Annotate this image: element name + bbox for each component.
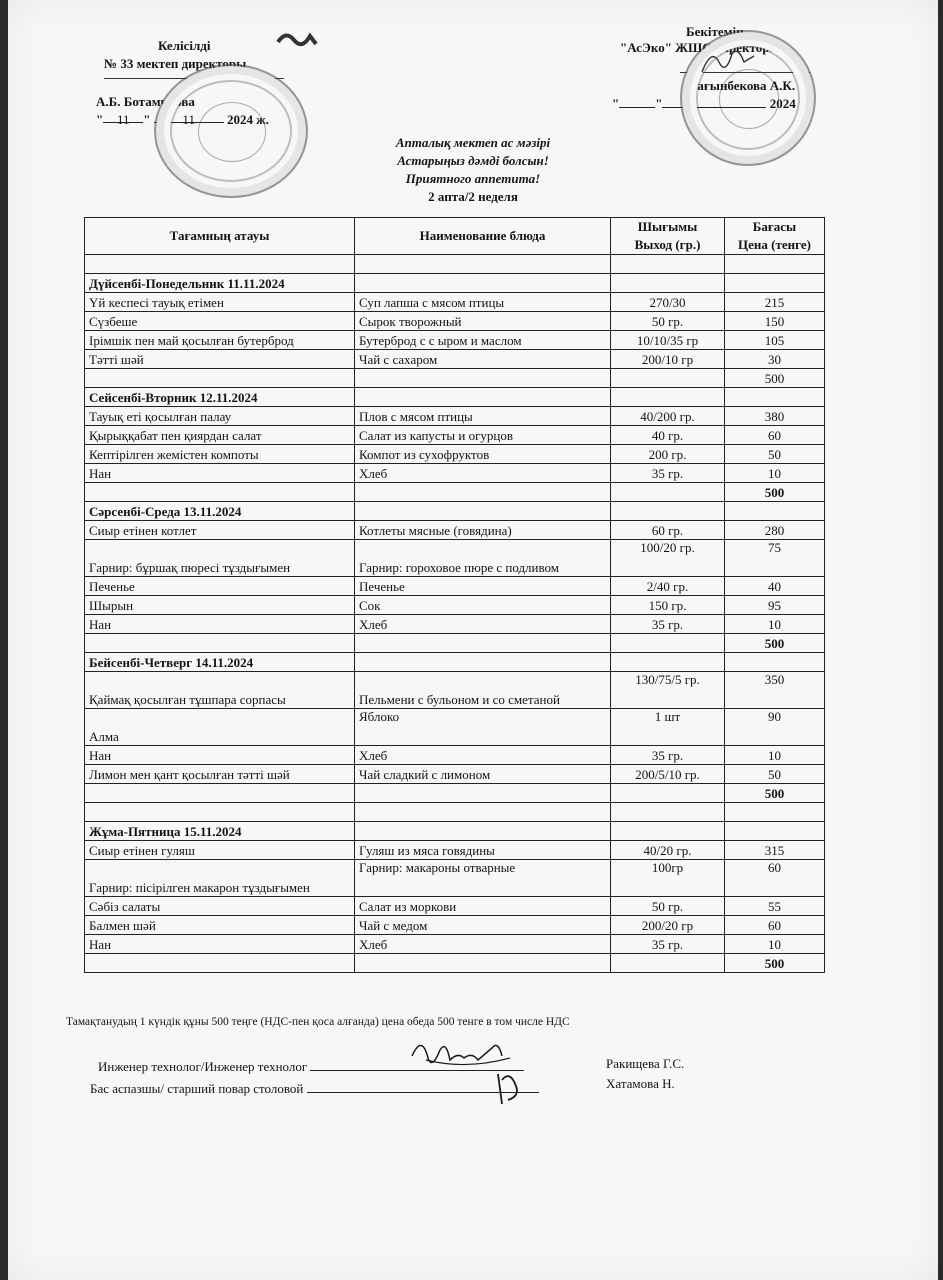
dish-output: 35 гр. <box>611 746 725 765</box>
total-row <box>85 483 825 502</box>
table-row <box>85 331 825 350</box>
weekly-menu-table <box>84 217 825 973</box>
dish-output: 1 шт <box>611 709 725 746</box>
school-director-label: № 33 мектеп директоры <box>104 56 247 71</box>
total-row <box>85 369 825 388</box>
menu-title-kz: Апталық мектеп ас мәзірі <box>395 135 551 150</box>
dish-name-kz: Кептірілген жемістен компоты <box>85 445 355 464</box>
dish-name-ru: Салат из капусты и огурцов <box>355 426 611 445</box>
right-date-year: 2024 ж. <box>769 96 812 111</box>
dish-output: 150 гр. <box>611 596 725 615</box>
agreed-label: Келісілді <box>158 38 211 53</box>
dish-price: 60 <box>725 426 825 445</box>
dish-name-kz: Гарнир: пісірілген макарон тұздығымен <box>85 860 355 897</box>
dish-name-kz: Қырыққабат пен қиярдан салат <box>85 426 355 445</box>
dish-price: 315 <box>725 841 825 860</box>
dish-name-ru: Чай с медом <box>355 916 611 935</box>
day-title: Дүйсенбі-Понедельник 11.11.2024 <box>85 274 355 293</box>
dish-output: 200/10 гр <box>611 350 725 369</box>
dish-name-ru: Котлеты мясные (говядина) <box>355 521 611 540</box>
chef-label: Бас аспазшы/ старший повар столовой <box>90 1081 304 1096</box>
dish-price: 90 <box>725 709 825 746</box>
total-row <box>85 954 825 973</box>
dish-name-kz: Тауық еті қосылған палау <box>85 407 355 426</box>
dish-output: 50 гр. <box>611 312 725 331</box>
day-title: Жұма-Пятница 15.11.2024 <box>85 822 355 841</box>
dish-name-kz: Гарнир: бұршақ пюресі тұздығымен <box>85 540 355 577</box>
dish-price: 10 <box>725 746 825 765</box>
dish-name-kz: Нан <box>85 464 355 483</box>
day-row <box>85 653 825 672</box>
left-date-month: 11 <box>154 110 224 123</box>
day-row <box>85 388 825 407</box>
menu-greeting-kz: Астарыңыз дәмді болсын! <box>397 153 549 168</box>
table-row <box>85 841 825 860</box>
dish-name-ru: Гарнир: гороховое пюре с подливом <box>355 540 611 577</box>
chef-name: Хатамова Н. <box>606 1076 675 1091</box>
ink-scribble-mark <box>276 28 320 50</box>
table-row <box>85 521 825 540</box>
col-header-price-ru: Цена (тенге) <box>725 236 825 255</box>
dish-price: 95 <box>725 596 825 615</box>
director-signature <box>698 44 758 78</box>
table-row <box>85 464 825 483</box>
dish-name-ru: Бутерброд с с ыром и маслом <box>355 331 611 350</box>
dish-price: 380 <box>725 407 825 426</box>
dish-price: 75 <box>725 540 825 577</box>
col-header-ru: Наименование блюда <box>355 218 611 255</box>
dish-name-ru: Компот из сухофруктов <box>355 445 611 464</box>
day-title: Сәрсенбі-Среда 13.11.2024 <box>85 502 355 521</box>
table-row <box>85 897 825 916</box>
left-date-year: 2024 ж. <box>226 112 269 127</box>
right-director-name: Сағынбекова А.К. <box>688 78 796 93</box>
dish-name-kz: Лимон мен қант қосылған тәтті шәй <box>85 765 355 784</box>
menu-greeting-ru: Приятного аппетита! <box>405 171 541 186</box>
dish-price: 350 <box>725 672 825 709</box>
dish-name-kz: Печенье <box>85 577 355 596</box>
table-header-row <box>85 218 825 237</box>
left-date: " 11 " 11 2024 ж. <box>96 112 269 127</box>
total-row <box>85 784 825 803</box>
table-row <box>85 860 825 897</box>
table-row <box>85 577 825 596</box>
table-row <box>85 615 825 634</box>
table-row <box>85 935 825 954</box>
dish-output: 35 гр. <box>611 615 725 634</box>
dish-name-ru: Пельмени с бульоном и со сметаной <box>355 672 611 709</box>
dish-output: 50 гр. <box>611 897 725 916</box>
dish-price: 10 <box>725 464 825 483</box>
day-total: 500 <box>725 369 825 388</box>
dish-price: 215 <box>725 293 825 312</box>
col-header-output-ru: Выход (гр.) <box>611 236 725 255</box>
dish-name-ru: Чай сладкий с лимоном <box>355 765 611 784</box>
dish-name-kz: Үй кеспесі тауық етімен <box>85 293 355 312</box>
col-header-output-kz: Шығымы <box>611 218 725 237</box>
dish-name-ru: Гуляш из мяса говядины <box>355 841 611 860</box>
dish-output: 200/5/10 гр. <box>611 765 725 784</box>
dish-name-kz: Балмен шәй <box>85 916 355 935</box>
technologist-label: Инженер технолог/Инженер технолог <box>98 1059 308 1074</box>
dish-output: 35 гр. <box>611 935 725 954</box>
dish-output: 35 гр. <box>611 464 725 483</box>
dish-name-ru: Хлеб <box>355 464 611 483</box>
dish-name-ru: Салат из моркови <box>355 897 611 916</box>
dish-name-ru: Яблоко <box>355 709 611 746</box>
table-row <box>85 916 825 935</box>
table-row <box>85 312 825 331</box>
dish-output: 40/200 гр. <box>611 407 725 426</box>
day-row <box>85 502 825 521</box>
day-title: Сейсенбі-Вторник 12.11.2024 <box>85 388 355 407</box>
col-header-kz: Тағамның атауы <box>85 218 355 255</box>
dish-name-kz: Сүзбеше <box>85 312 355 331</box>
day-total: 500 <box>725 784 825 803</box>
week-number: 2 апта/2 неделя <box>428 189 518 204</box>
price-note: Тамақтанудың 1 күндік құны 500 теңге (НДС-пен қоса алғанда) цена обеда 500 тенге в том числе НДС <box>66 1016 570 1028</box>
left-date-day: 11 <box>103 110 143 123</box>
dish-price: 40 <box>725 577 825 596</box>
day-total: 500 <box>725 954 825 973</box>
col-header-price-kz: Бағасы <box>725 218 825 237</box>
dish-output: 100гр <box>611 860 725 897</box>
table-row <box>85 293 825 312</box>
dish-output: 130/75/5 гр. <box>611 672 725 709</box>
dish-output: 40/20 гр. <box>611 841 725 860</box>
left-director-name: А.Б. Ботамҷлова <box>96 94 195 109</box>
dish-price: 280 <box>725 521 825 540</box>
dish-name-ru: Сок <box>355 596 611 615</box>
dish-price: 10 <box>725 935 825 954</box>
total-row <box>85 634 825 653</box>
dish-price: 30 <box>725 350 825 369</box>
table-row <box>85 596 825 615</box>
right-date: " " 2024 ж. <box>612 96 812 111</box>
school-seal-stamp <box>154 64 308 198</box>
dish-name-kz: Нан <box>85 746 355 765</box>
dish-price: 150 <box>725 312 825 331</box>
dish-price: 50 <box>725 765 825 784</box>
dish-name-kz: Нан <box>85 615 355 634</box>
dish-name-ru: Печенье <box>355 577 611 596</box>
dish-name-kz: Ірімшік пен май қосылған бутерброд <box>85 331 355 350</box>
dish-output: 200/20 гр <box>611 916 725 935</box>
dish-name-kz: Сәбіз салаты <box>85 897 355 916</box>
table-row <box>85 746 825 765</box>
table-row <box>85 350 825 369</box>
dish-name-ru: Хлеб <box>355 746 611 765</box>
dish-name-ru: Плов с мясом птицы <box>355 407 611 426</box>
dish-name-kz: Тәтті шәй <box>85 350 355 369</box>
dish-output: 100/20 гр. <box>611 540 725 577</box>
dish-name-kz: Нан <box>85 935 355 954</box>
handwritten-signatures <box>406 1030 536 1110</box>
dish-price: 50 <box>725 445 825 464</box>
dish-name-kz: Алма <box>85 709 355 746</box>
dish-output: 270/30 <box>611 293 725 312</box>
day-title: Бейсенбі-Четверг 14.11.2024 <box>85 653 355 672</box>
table-row <box>85 709 825 746</box>
day-row <box>85 274 825 293</box>
dish-name-ru: Чай с сахаром <box>355 350 611 369</box>
dish-name-ru: Сырок творожный <box>355 312 611 331</box>
dish-price: 10 <box>725 615 825 634</box>
table-row <box>85 540 825 577</box>
dish-name-kz: Қаймақ қосылған тұшпара сорпасы <box>85 672 355 709</box>
day-row <box>85 822 825 841</box>
table-row <box>85 426 825 445</box>
dish-output: 200 гр. <box>611 445 725 464</box>
table-row <box>85 445 825 464</box>
dish-name-ru: Суп лапша с мясом птицы <box>355 293 611 312</box>
technologist-name: Ракищева Г.С. <box>606 1056 685 1071</box>
dish-name-ru: Гарнир: макароны отварные <box>355 860 611 897</box>
dish-name-kz: Сиыр етінен гуляш <box>85 841 355 860</box>
day-total: 500 <box>725 483 825 502</box>
table-row <box>85 407 825 426</box>
table-row <box>85 765 825 784</box>
table-row <box>85 672 825 709</box>
dish-name-kz: Сиыр етінен котлет <box>85 521 355 540</box>
document-page <box>8 0 938 1280</box>
dish-output: 60 гр. <box>611 521 725 540</box>
dish-price: 60 <box>725 916 825 935</box>
dish-output: 2/40 гр. <box>611 577 725 596</box>
dish-name-ru: Хлеб <box>355 615 611 634</box>
day-total: 500 <box>725 634 825 653</box>
dish-name-kz: Шырын <box>85 596 355 615</box>
dish-price: 60 <box>725 860 825 897</box>
dish-price: 55 <box>725 897 825 916</box>
approved-label: Бекітемін <box>686 24 744 39</box>
dish-output: 10/10/35 гр <box>611 331 725 350</box>
dish-price: 105 <box>725 331 825 350</box>
dish-output: 40 гр. <box>611 426 725 445</box>
dish-name-ru: Хлеб <box>355 935 611 954</box>
company-director-label: "АсЭко" ЖШС директоры <box>620 40 780 55</box>
